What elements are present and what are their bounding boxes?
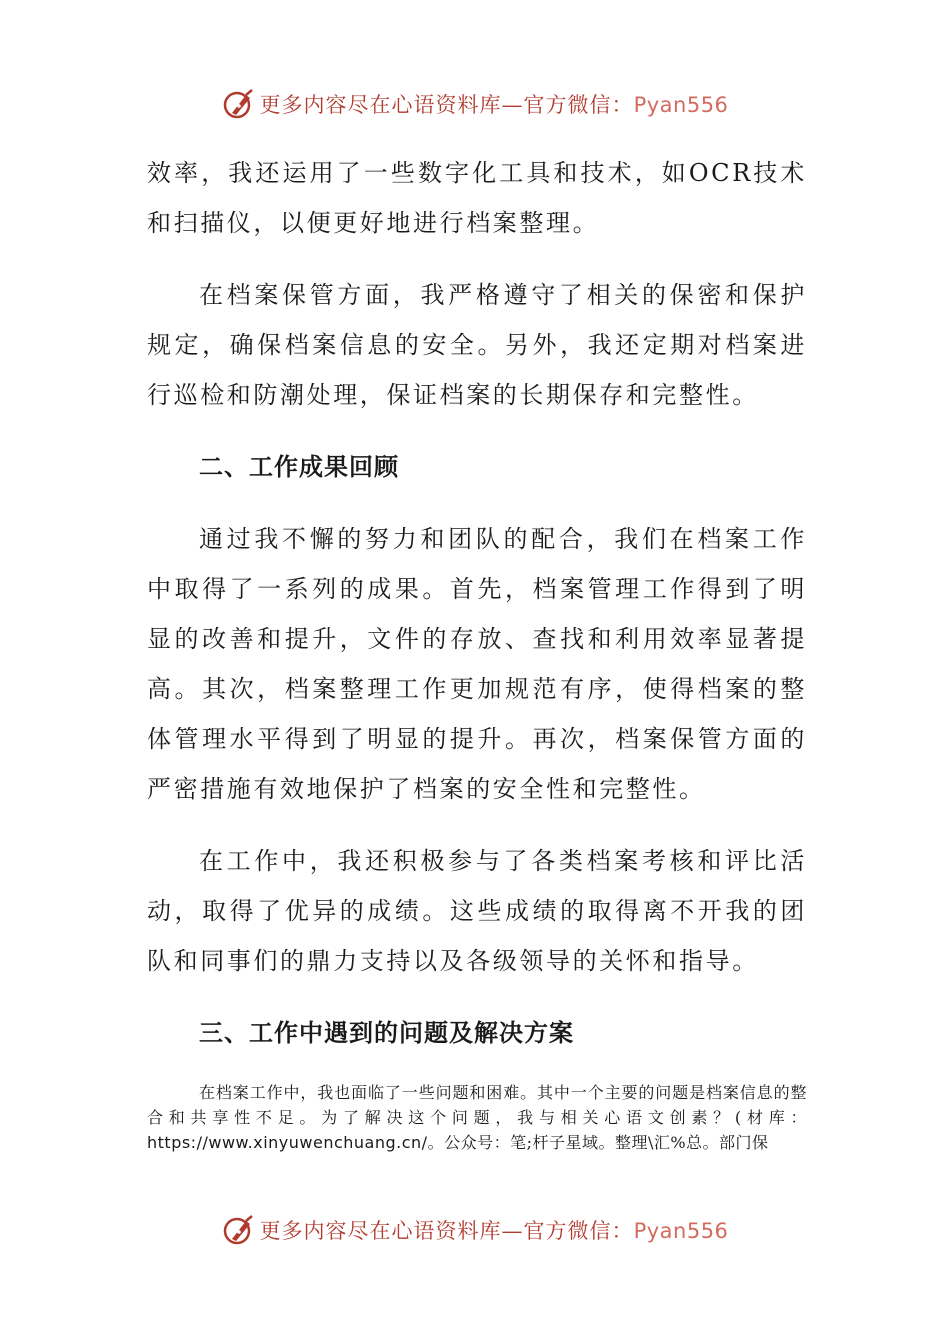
header-banner: [0, 82, 950, 126]
paragraph: 通过我不懈的努力和团队的配合，我们在档案工作中取得了一系列的成果。首先，档案管理工作得到了明显的改善和提升，文件的存放、查找和利用效率显著提高。其次，档案整理工作更加规范有序，使得档案的整体管理水平得到了明显的提升。再次，档案保管方面的严密措施有效地保护了档案的安全性和完整性。: [147, 525, 807, 803]
document-body: [147, 148, 807, 1155]
small-paragraph: 在档案工作中，我也面临了一些问题和困难。其中一个主要的问题是档案信息的整合和共享性不足。为了解决这个问题，我与相关心语文创素？(材库：https://www.xinyuwenchuang.cn/。公众号：笔;杆子星域。整理\汇%总。部门保: [147, 1083, 807, 1152]
paragraph: 效率，我还运用了一些数字化工具和技术，如OCR技术和扫描仪，以便更好地进行档案整理。: [147, 159, 807, 237]
banner-text: 更多内容尽在心语资料库—官方微信：Pyan556: [259, 1219, 729, 1243]
paragraph: 在档案保管方面，我严格遵守了相关的保密和保护规定，确保档案信息的安全。另外，我还定期对档案进行巡检和防潮处理，保证档案的长期保存和完整性。: [147, 281, 807, 409]
source-url: https://www.xinyuwenchuang.cn/: [147, 1133, 428, 1152]
wechat-handle: Pyan556: [633, 1219, 729, 1243]
banner-text: 更多内容尽在心语资料库—官方微信：Pyan556: [259, 93, 729, 117]
section-heading: 三、工作中遇到的问题及解决方案: [199, 1018, 574, 1047]
footer-banner: [0, 1208, 950, 1252]
section-heading: 二、工作成果回顾: [199, 452, 399, 481]
paragraph: 在工作中，我还积极参与了各类档案考核和评比活动，取得了优异的成绩。这些成绩的取得离不开我的团队和同事们的鼎力支持以及各级领导的关怀和指导。: [147, 847, 807, 975]
pen-nib-logo-icon: [222, 1213, 256, 1247]
wechat-handle: Pyan556: [633, 93, 729, 117]
pen-nib-logo-icon: [222, 87, 256, 121]
